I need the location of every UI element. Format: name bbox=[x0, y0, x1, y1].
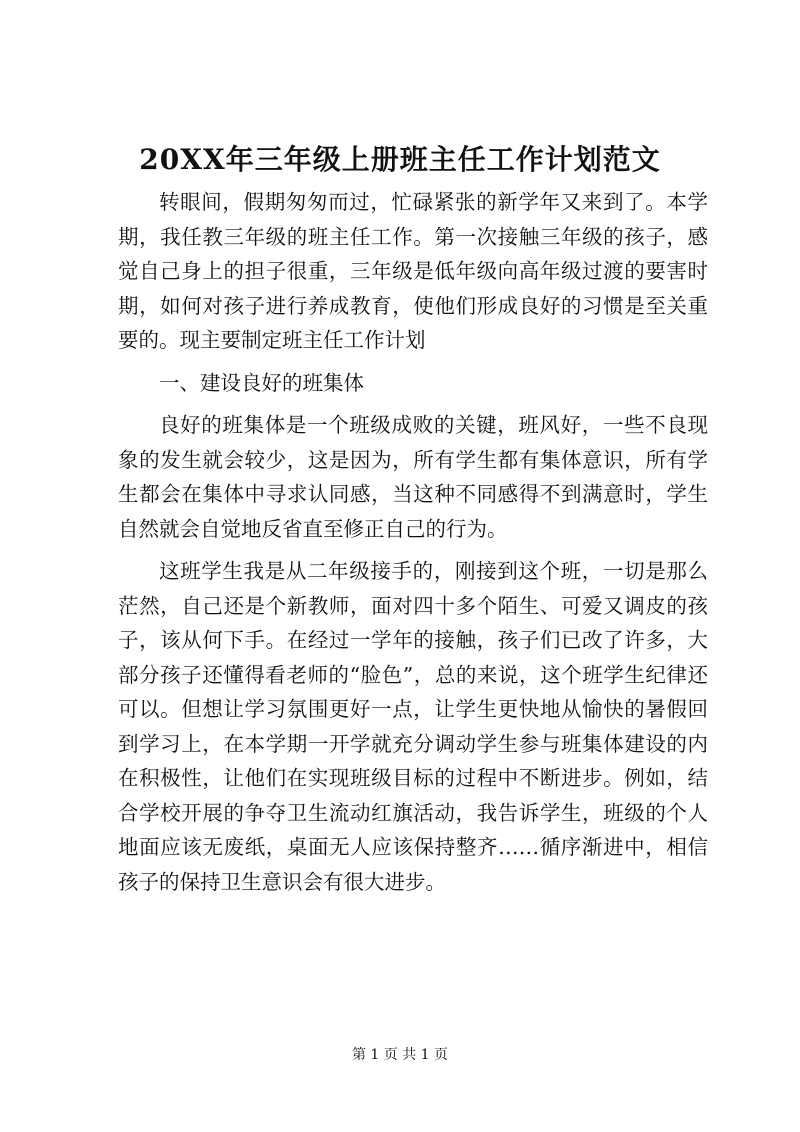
page-number-footer: 第 1 页 共 1 页 bbox=[351, 1047, 449, 1063]
document-title: 20XX年三年级上册班主任工作计划范文 bbox=[139, 143, 661, 176]
paragraph-class-history: 这班学生我是从二年级接手的，刚接到这个班，一切是那么茫然，自己还是个新教师，面对四十多个陌生、可爱又调皮的孩子，该从何下手。在经过一学年的接触，孩子们已改了许多，大部分孩子还懂得看老师的“脸色”，总的来说，这个班学生纪律还可以。但想让学习氛围更好一点，让学生更快地从愉快的暑假回到学习上，在本学期一开学就充分调动学生参与班集体建设的内在积极性，让他们在实现班级目标的过程中不断进步。例如，结合学校开展的争夺卫生流动红旗活动，我告诉学生，班级的个人地面应该无废纸，桌面无人应该保持整齐……循序渐进中，相信孩子的保持卫生意识会有很大进步。 bbox=[118, 559, 708, 894]
paragraph-class-collective: 良好的班集体是一个班级成败的关键，班风好，一些不良现象的发生就会较少，这是因为，所有学生都有集体意识，所有学生都会在集体中寻求认同感，当这种不同感得不到满意时，学生自然就会自觉地反省直至修正自己的行为。 bbox=[118, 413, 708, 541]
document-body bbox=[118, 185, 708, 899]
section-heading: 一、建设良好的班集体 bbox=[159, 370, 364, 395]
paragraph-intro: 转眼间，假期匆匆而过，忙碌紧张的新学年又来到了。本学期，我任教三年级的班主任工作。第一次接触三年级的孩子，感觉自己身上的担子很重，三年级是低年级向高年级过渡的要害时期，如何对孩子进行养成教育，使他们形成良好的习惯是至关重要的。现主要制定班主任工作计划 bbox=[118, 190, 708, 352]
